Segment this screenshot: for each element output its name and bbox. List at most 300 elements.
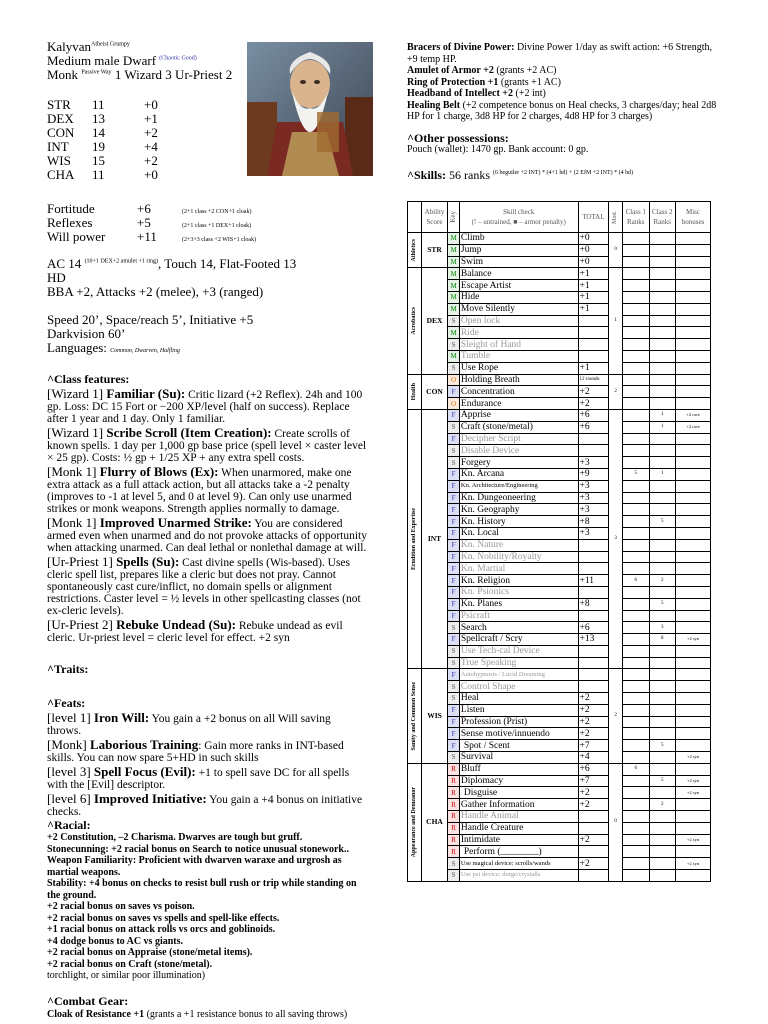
skill-total: +3 [578,480,609,492]
skill-class1-ranks [623,811,649,823]
skill-row [408,716,711,728]
skill-misc [676,398,711,410]
skill-class2-ranks: 3 [649,622,675,634]
skill-misc [676,457,711,469]
skill-misc [676,799,711,811]
col-ability: Ability Score [421,202,447,233]
ability-row [47,98,367,112]
feature-text: Create scrolls of known spells. 1 day per 1,000 gp base price (spell level × caster level × 25 gp). Costs: ½ gp + 1/25 XP + any extra spell costs. [47,428,367,464]
skill-key: R [448,822,460,834]
skill-name: Heal [459,693,578,705]
save-row [47,216,367,230]
skill-class1-ranks [623,693,649,705]
skill-key: F [448,527,460,539]
skill-key: O [448,398,460,410]
skill-class1-ranks [623,634,649,646]
skill-key: F [448,504,460,516]
alignment: (Chaotic Good) [159,55,197,62]
feature-text: Critic lizard (+2 Reflex). 24h and 100 gp. Loss: DC 15 Fort or −200 XP/level (half on success). Replace after 1 year and 1 day. Only 1 familiar. [47,389,363,425]
skill-name: Forgery [459,457,578,469]
skill-class2-ranks [649,339,675,351]
feat-name: Iron Will: [93,710,150,725]
skill-name: Handle Creature [459,822,578,834]
skill-total: +6 [578,763,609,775]
skill-key: S [448,445,460,457]
feat-text: : Gain more ranks in INT-based skills. You can now spare 5+HD in such skills [47,740,344,764]
skill-name: Use psi device: dorge/crystalls [459,870,578,882]
skill-class2-ranks [649,704,675,716]
skill-total: +2 [578,834,609,846]
skill-class2-ranks [649,870,675,882]
skill-name: Disguise [459,787,578,799]
skill-misc: +2 race [676,409,711,421]
skill-misc [676,244,711,256]
skill-class1-ranks [623,669,649,681]
skill-misc [676,362,711,374]
ability-mod: +1 [144,111,158,126]
feature-level: [Ur-Priest 1] [47,554,117,569]
skill-name: Balance [459,268,578,280]
class-features-header: ^Class features: [47,372,130,386]
ability-name: INT [47,139,69,154]
ability-name: DEX [47,111,74,126]
skill-total: +2 [578,704,609,716]
saving-throws [47,202,367,244]
skill-class1-ranks [623,327,649,339]
skill-class2-ranks [649,811,675,823]
skill-class2-ranks [649,480,675,492]
skill-class2-ranks: 2 [649,575,675,587]
combat-gear-item [47,1008,367,1022]
skill-class2-ranks [649,551,675,563]
skill-name: Spot / Scent [459,740,578,752]
skill-name: Kn. Geography [459,504,578,516]
skill-class1-ranks [623,752,649,764]
skill-class1-ranks [623,539,649,551]
skill-total: +4 [578,752,609,764]
skill-group-label [408,409,422,669]
skill-class2-ranks [649,398,675,410]
skill-class1-ranks [623,315,649,327]
skill-total: +2 [578,858,609,870]
feat-name: Laborious Training [89,737,199,752]
skill-key: F [448,610,460,622]
feats-header: ^Feats: [47,696,86,710]
skill-class1-ranks [623,457,649,469]
character-name-line [47,40,367,54]
skill-class2-ranks [649,728,675,740]
skill-key: S [448,693,460,705]
skill-total [578,657,609,669]
skill-total: +0 [578,244,609,256]
skill-class2-ranks [649,374,675,386]
skill-class1-ranks [623,622,649,634]
skill-total: +2 [578,398,609,410]
skill-key: R [448,763,460,775]
skill-class2-ranks [649,504,675,516]
skill-name: Spellcraft / Scry [459,634,578,646]
skill-group-name: Appearance and Demeanor [411,787,417,858]
skill-key: M [448,280,460,292]
skill-class2-ranks [649,445,675,457]
skill-total: +6 [578,421,609,433]
skill-misc [676,539,711,551]
skill-total [578,822,609,834]
skill-name: True Speaking [459,657,578,669]
skill-total: +6 [578,622,609,634]
skill-key: M [448,256,460,268]
skill-row [408,598,711,610]
skill-row [408,586,711,598]
save-value: +5 [137,215,151,230]
skill-total: +6 [578,409,609,421]
skill-name: Use Tech-cal Device [459,645,578,657]
feature-name: Improved Unarmed Strike: [99,515,252,530]
skill-row [408,728,711,740]
skill-group-label [408,268,422,374]
skill-class1-ranks [623,504,649,516]
feature-name: Flurry of Blows (Ex): [99,464,219,479]
skill-total [578,433,609,445]
magic-item-text: Divine Power 1/day as swift action: +6 Strength, +9 temp HP. [407,42,713,65]
skill-class1-ranks [623,480,649,492]
skill-class2-ranks [649,303,675,315]
feature-level: [Ur-Priest 2] [47,617,117,632]
skill-name: Perform (________) [459,846,578,858]
skill-key: R [448,811,460,823]
skill-class1-ranks [623,586,649,598]
skill-name: Profession (Prist) [459,716,578,728]
skill-row [408,268,711,280]
skill-name: Use Rope [459,362,578,374]
skill-class1-ranks [623,445,649,457]
magic-item-text: (+2 competence bonus on Heal checks, 3 charges/day; heal 2d8 HP for 1 charge, 3d8 HP for 2 charges, 4d8 HP for 3 charges) [407,99,717,122]
magic-item [407,77,717,89]
skill-row [408,433,711,445]
skill-mod: 2 [609,374,623,409]
col-check: Skill check (! – untrained, ■ – armor penalty) [459,202,578,233]
skill-row [408,669,711,681]
skill-key: F [448,634,460,646]
skill-total: +9 [578,468,609,480]
feature-name: Familiar (Su): [106,386,186,401]
skill-name: Survival [459,752,578,764]
skill-class1-ranks [623,244,649,256]
skill-row [408,787,711,799]
skill-total: +1 [578,362,609,374]
ability-row [47,140,367,154]
skill-name: Escape Artist [459,280,578,292]
magic-item [407,65,717,77]
skill-misc [676,504,711,516]
racial-header: ^Racial: [47,818,91,832]
skill-row [408,704,711,716]
skill-group-name: Erudition and Expertise [411,508,417,571]
skill-class1-ranks [623,374,649,386]
speed: Speed 20’, Space/reach 5’, Initiative +5 [47,312,254,327]
magic-item-text: (grants +1 AC) [498,76,561,88]
feat-item [47,739,367,764]
skill-misc: +2 syn [676,775,711,787]
possessions-text: Pouch (wallet): 1470 gp. Bank account: 0 gp. [407,144,589,155]
feature-level: [Wizard 1] [47,425,107,440]
skill-key: R [448,799,460,811]
skill-name: Disable Device [459,445,578,457]
skill-name: Kn. Dungeoneering [459,492,578,504]
character-sheet-left [47,40,367,1022]
feat-item [47,712,367,737]
skill-name: Concentration [459,386,578,398]
skill-class1-ranks: 6 [623,763,649,775]
skills-ranks: 56 ranks [446,167,493,182]
save-note: (2+1 class +1 DEX+1 cloak) [182,223,252,229]
skill-class2-ranks [649,327,675,339]
skill-total: +8 [578,598,609,610]
skill-row [408,858,711,870]
feat-name: Spell Focus (Evil): [93,764,196,779]
ability-row [47,168,367,182]
ac-breakdown: (10+1 DEX+2 amulet +1 ring) [84,258,159,265]
col-mod: Mod. [609,202,623,233]
skill-class2-ranks [649,280,675,292]
possessions-header: ^Other possessions: [407,130,509,145]
skill-row [408,409,711,421]
skill-name: Kn. Nobility/Royalty [459,551,578,563]
skill-class1-ranks [623,704,649,716]
racial-line: +2 racial bonus on saves vs spells and spell-like effects. [47,912,280,924]
feat-level: [Monk] [47,737,90,752]
ability-score: 15 [92,153,105,168]
ability-mod: +0 [144,97,158,112]
skill-row [408,693,711,705]
skill-class2-ranks [649,586,675,598]
character-name: Kalyvan [47,39,92,54]
skill-class2-ranks [649,492,675,504]
skill-class2-ranks: 5 [649,516,675,528]
skill-misc [676,527,711,539]
magic-items-list [407,42,717,123]
class-features-list [47,388,367,644]
skill-row [408,362,711,374]
skill-class1-ranks [623,350,649,362]
skill-key: F [448,409,460,421]
skill-name: Tumble [459,350,578,362]
feature-name: Spells (Su): [116,554,180,569]
skill-misc [676,433,711,445]
skill-ability: INT [421,409,447,669]
skill-class1-ranks [623,280,649,292]
skill-misc: +2 syn [676,858,711,870]
save-note: (2+3+3 class +2 WIS+1 cloak) [182,237,257,243]
skill-total [578,539,609,551]
col-class1: Class 1 Ranks [623,202,649,233]
skill-misc: +2 syn [676,787,711,799]
skill-total [578,870,609,882]
skill-key: M [448,303,460,315]
skill-key: M [448,291,460,303]
skill-key: F [448,551,460,563]
save-row [47,230,367,244]
skill-name: Use magical device: scrolls/wands [459,858,578,870]
skill-misc [676,551,711,563]
magic-item [407,100,717,123]
skill-total: +8 [578,516,609,528]
skill-key: F [448,386,460,398]
darkvision: Darkvision 60’ [47,326,126,341]
cloak-name: Cloak of Resistance +1 [47,1008,145,1020]
skill-class2-ranks [649,681,675,693]
skill-mod: 3 [609,409,623,669]
skill-key: F [448,669,460,681]
racial-line: +4 dodge bonus to AC vs giants. [47,935,184,947]
magic-item-text: (+2 int) [512,88,546,99]
skill-total [578,551,609,563]
skill-key: S [448,339,460,351]
skill-row [408,763,711,775]
combat-gear-header: ^Combat Gear: [47,993,129,1008]
magic-item [407,88,717,100]
skill-total: +13 [578,634,609,646]
languages: Common, Dwarven, Halfling [110,348,180,354]
skill-total: +3 [578,504,609,516]
skill-class2-ranks [649,315,675,327]
skill-class1-ranks [623,657,649,669]
magic-item [407,42,717,65]
feature-level: [Monk 1] [47,515,100,530]
skill-misc [676,693,711,705]
skill-misc [676,327,711,339]
skill-misc [676,681,711,693]
magic-item-name: Bracers of Divine Power: [407,42,515,53]
skill-name: Kn. History [459,516,578,528]
skill-row [408,445,711,457]
skill-key: S [448,622,460,634]
skill-total: +2 [578,787,609,799]
ability-name: CON [47,125,75,140]
skill-name: Kn. Planes [459,598,578,610]
feature-name: Rebuke Undead (Su): [116,617,236,632]
skill-total [578,586,609,598]
class-feature [47,619,367,644]
skill-key: F [448,480,460,492]
ability-score: 11 [92,97,105,112]
feature-level: [Wizard 1] [47,386,107,401]
skill-misc [676,350,711,362]
skill-misc [676,811,711,823]
skill-ability: CHA [421,763,447,881]
skill-name: Autohypnosis / Lucid Dreaming [459,669,578,681]
skill-name: Open lock [459,315,578,327]
skill-class2-ranks: 1 [649,468,675,480]
bba: BBA +2, Attacks +2 (melee), +3 (ranged) [47,284,264,299]
skill-class1-ranks [623,233,649,245]
skill-class1-ranks [623,492,649,504]
skill-total [578,681,609,693]
skill-class2-ranks [649,669,675,681]
skill-key: S [448,421,460,433]
skill-key: F [448,728,460,740]
skill-misc: +2 race [676,421,711,433]
racial-line: +2 Constitution, –2 Charisma. Dwarves are tough but gruff. [47,832,303,843]
ability-name: WIS [47,153,71,168]
skill-row [408,303,711,315]
skill-total [578,315,609,327]
monk-way: Passive Way [81,69,112,76]
racial-line: Stonecunning: +2 racial bonus on Search to notice unusual stonework.. [47,843,349,855]
skill-class2-ranks [649,763,675,775]
skill-class1-ranks [623,563,649,575]
skill-row [408,811,711,823]
skill-key: F [448,563,460,575]
feat-text: +1 to spell save DC for all spells with the [Evil] descriptor. [47,767,350,791]
skill-row [408,386,711,398]
ability-score: 14 [92,125,105,140]
skill-row [408,822,711,834]
skill-class1-ranks [623,256,649,268]
skill-name: Climb [459,233,578,245]
skill-name: Sense motive/innuendo [459,728,578,740]
skill-class2-ranks [649,386,675,398]
skill-total [578,350,609,362]
skill-row [408,480,711,492]
skill-class2-ranks [649,350,675,362]
skill-class1-ranks [623,339,649,351]
skill-misc [676,669,711,681]
skill-total: +3 [578,492,609,504]
skill-row [408,551,711,563]
ability-row [47,126,367,140]
skill-misc [676,716,711,728]
feature-text: You are considered armed even when unarmed and do not provoke attacks of opportunity when attacking unarmed. Can deal lethal or nonlethal damage at will. [47,518,367,554]
racial-list [47,832,367,970]
skill-class1-ranks: 6 [623,575,649,587]
skill-class1-ranks [623,598,649,610]
skill-total [578,327,609,339]
skill-total [578,811,609,823]
skill-key: R [448,787,460,799]
skill-ability: STR [421,233,447,268]
racial-line: Weapon Familiarity: Proficient with dwarven waraxe and urgrosh as martial weapons. [47,855,342,878]
skill-key: R [448,834,460,846]
skill-class1-ranks [623,516,649,528]
feats-list [47,712,367,818]
class-monk: Monk [47,67,79,82]
skill-row [408,468,711,480]
skill-class1-ranks [623,268,649,280]
skill-name: Endurance [459,398,578,410]
skill-total [578,563,609,575]
skill-row [408,752,711,764]
skills-header-row [408,202,711,233]
skill-name: Decipher Script [459,433,578,445]
skill-key: S [448,858,460,870]
skill-row [408,492,711,504]
skills-formula: (6 beguiler +2 INT) * (4+1 hd) + (2 EfM +2 INT) * (4 hd) [493,169,634,176]
skill-name: Kn. Religion [459,575,578,587]
skill-class2-ranks [649,256,675,268]
skill-misc [676,315,711,327]
skill-key: S [448,645,460,657]
skill-name: Holding Breath [459,374,578,386]
skill-class2-ranks: 5 [649,740,675,752]
ability-scores [47,98,367,182]
skill-misc [676,598,711,610]
feat-text: You gain a +2 bonus on all Will saving throws. [47,713,331,737]
skill-class2-ranks: 8 [649,634,675,646]
skill-row [408,834,711,846]
skill-row [408,244,711,256]
skill-misc [676,563,711,575]
